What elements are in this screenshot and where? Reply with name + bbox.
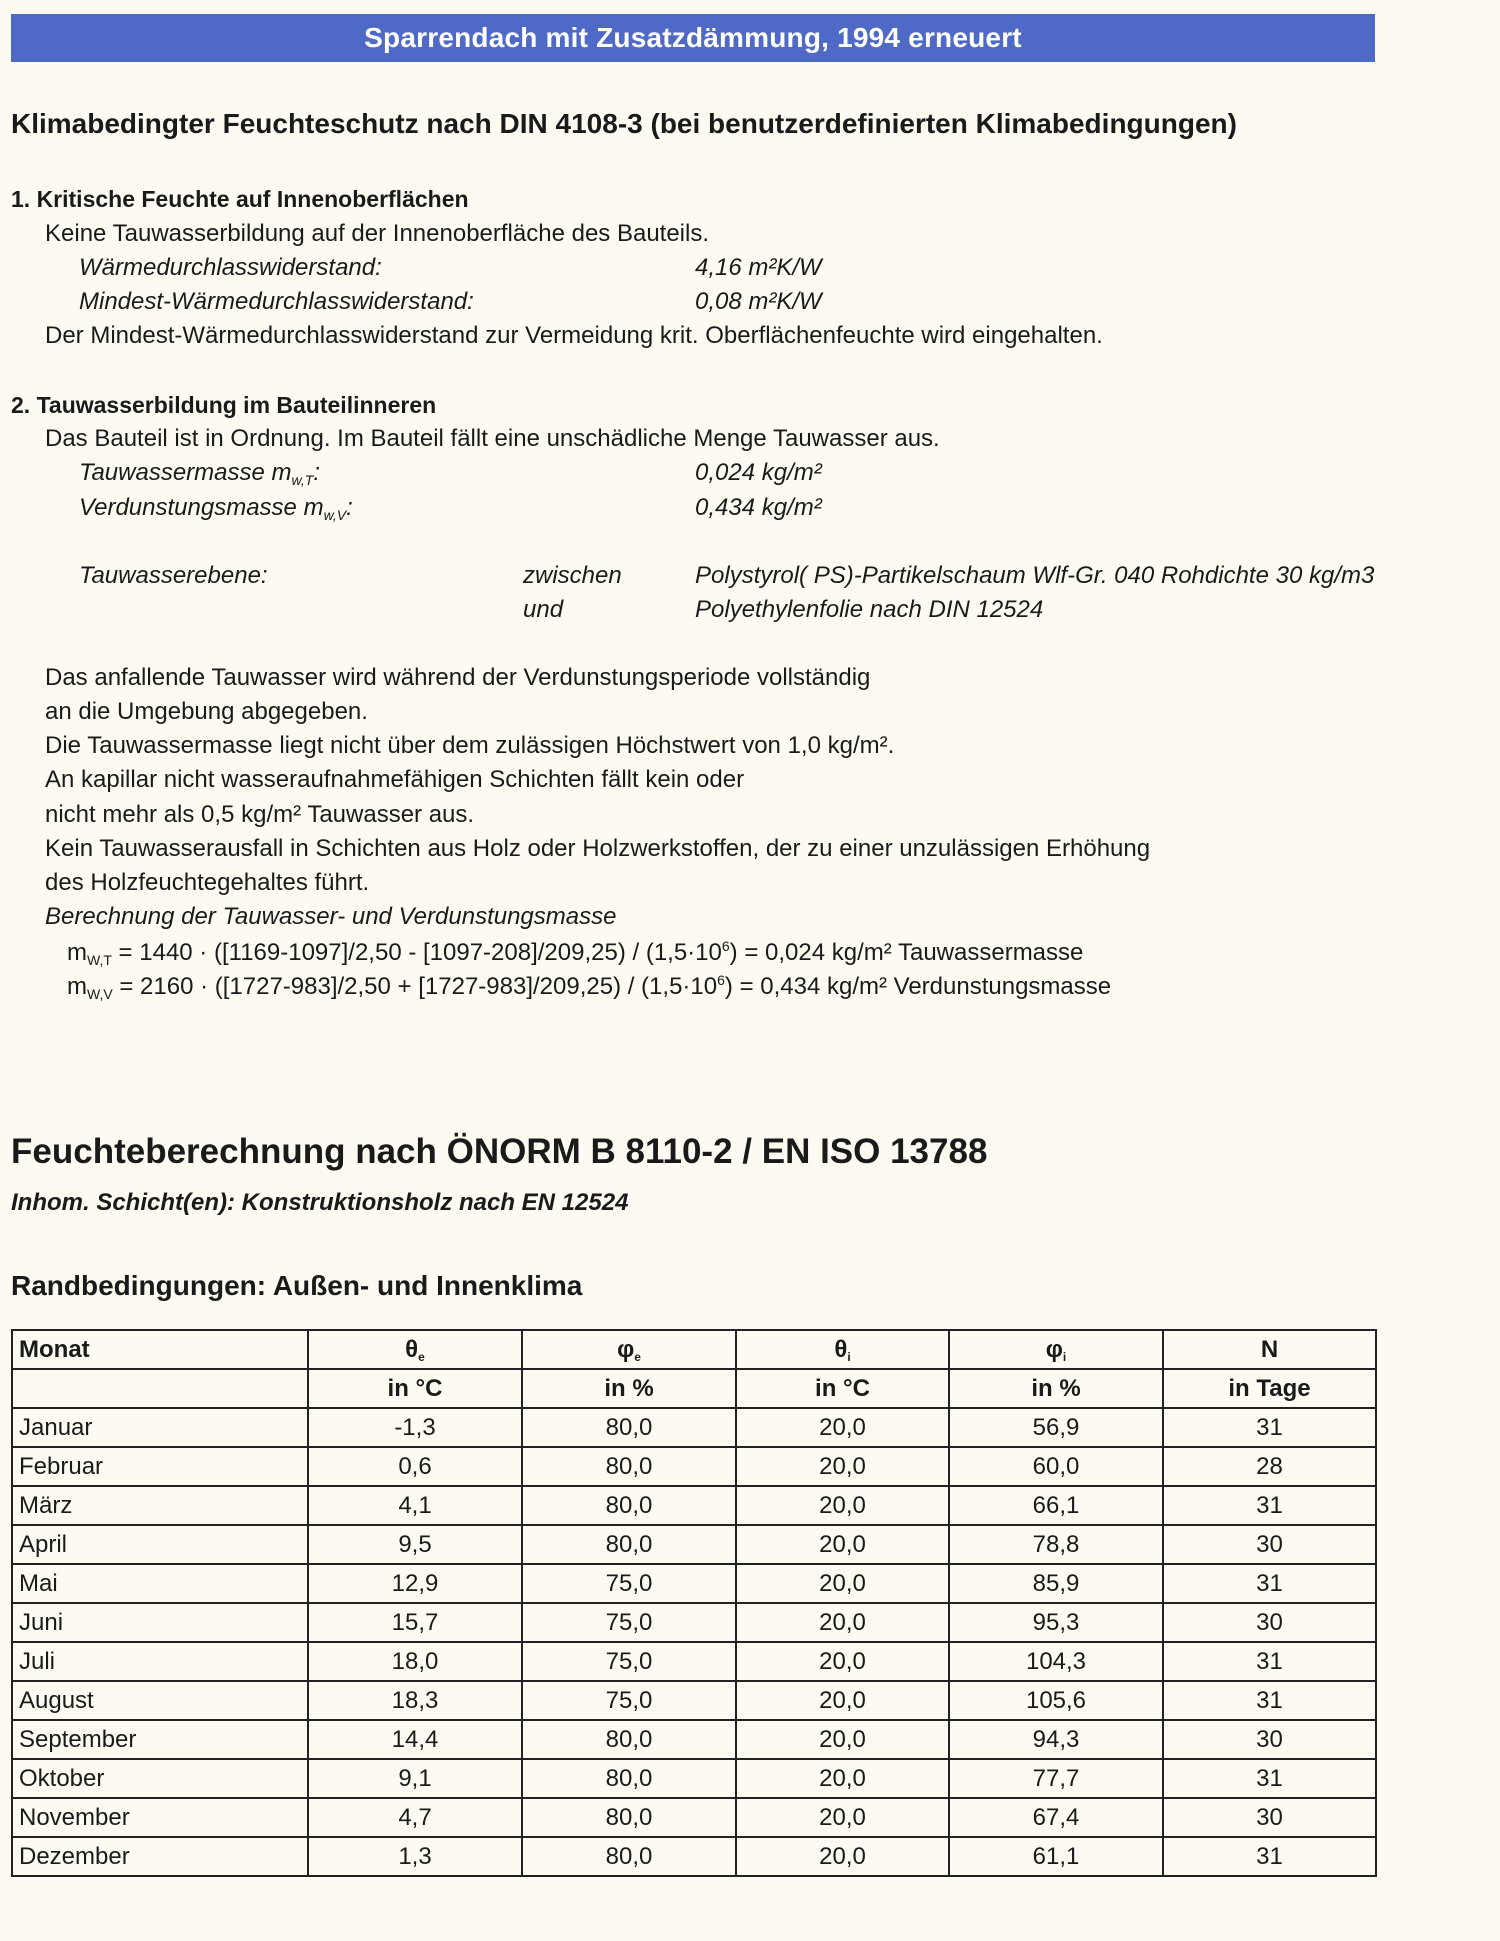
col-header-phi-i: φi [949,1330,1163,1369]
value-cell: -1,3 [308,1408,522,1447]
report-title-banner: Sparrendach mit Zusatzdämmung, 1994 erneuert [11,14,1375,62]
tauwassermasse-label-text: Tauwassermasse m [79,459,292,486]
table-row [12,1798,1376,1837]
month-cell: April [12,1525,308,1564]
month-cell: Dezember [12,1837,308,1876]
value-cell: 67,4 [949,1798,1163,1837]
table-row [12,1759,1376,1798]
assessment-line: Die Tauwassermasse liegt nicht über dem zulässigen Höchstwert von 1,0 kg/m². [45,732,895,759]
value-cell: 80,0 [522,1837,736,1876]
value-cell: 104,3 [949,1642,1163,1681]
month-cell: Juni [12,1603,308,1642]
value-cell: 80,0 [522,1408,736,1447]
table-header-row [12,1330,1376,1369]
value-cell: 20,0 [736,1564,949,1603]
value-cell: 20,0 [736,1759,949,1798]
value-cell: 9,5 [308,1525,522,1564]
r-value: 4,16 m²K/W [695,254,822,281]
month-cell: März [12,1486,308,1525]
value-cell: 80,0 [522,1486,736,1525]
value-cell: 105,6 [949,1681,1163,1720]
table-row [12,1837,1376,1876]
randbedingungen-heading: Randbedingungen: Außen- und Innenklima [11,1270,583,1301]
tauwasserebene-layer-1: Polystyrol( PS)-Partikelschaum Wlf-Gr. 040 Rohdichte 30 kg/m3 [695,562,1375,589]
onorm-heading: Feuchteberechnung nach ÖNORM B 8110-2 / EN ISO 13788 [11,1132,988,1171]
verdunstungsmasse-label-text: Verdunstungsmasse m [79,494,324,521]
value-cell: 94,3 [949,1720,1163,1759]
assessment-line: Das anfallende Tauwasser wird während der Verdunstungsperiode vollständig [45,664,871,691]
value-cell: 20,0 [736,1408,949,1447]
verdunstungsmasse-subscript: w,V [323,507,347,523]
formula-exponent: 6 [721,938,730,954]
col-header-theta-i: θi [736,1330,949,1369]
tauwasserebene-und: und [523,596,564,623]
formula-part-a: = 2160 · ([1727-983]/2,50 + [1727-983]/209,25) / (1,5·10 [112,973,718,1000]
r-label: Wärmedurchlasswiderstand: [79,254,382,281]
value-cell: 20,0 [736,1642,949,1681]
section-1-conclusion: Der Mindest-Wärmedurchlasswiderstand zur Vermeidung krit. Oberflächenfeuchte wird eingehalten. [45,322,1103,349]
value-cell: 20,0 [736,1486,949,1525]
inhom-layers: Inhom. Schicht(en): Konstruktionsholz nach EN 12524 [11,1189,629,1216]
value-cell: 20,0 [736,1447,949,1486]
formula-subscript: W,V [87,986,113,1002]
tauwasserebene-layer-2: Polyethylenfolie nach DIN 12524 [695,596,1044,623]
month-cell: November [12,1798,308,1837]
assessment-line: an die Umgebung abgegeben. [45,698,368,725]
value-cell: 15,7 [308,1603,522,1642]
month-cell: September [12,1720,308,1759]
verdunstungsmasse-value: 0,434 kg/m² [695,494,822,521]
value-cell: 31 [1163,1642,1376,1681]
table-row [12,1408,1376,1447]
tauwassermasse-value: 0,024 kg/m² [695,459,822,486]
assessment-line: nicht mehr als 0,5 kg/m² Tauwasser aus. [45,801,475,828]
section-1-title: 1. Kritische Feuchte auf Innenoberflächen [11,186,469,212]
value-cell: 75,0 [522,1642,736,1681]
value-cell: 95,3 [949,1603,1163,1642]
rmin-value: 0,08 m²K/W [695,288,822,315]
value-cell: 80,0 [522,1720,736,1759]
section-2-statement: Das Bauteil ist in Ordnung. Im Bauteil fällt eine unschädliche Menge Tauwasser aus. [45,425,940,452]
value-cell: 30 [1163,1720,1376,1759]
value-cell: 31 [1163,1564,1376,1603]
month-cell: Januar [12,1408,308,1447]
value-cell: 12,9 [308,1564,522,1603]
unit-cell: in °C [736,1369,949,1408]
month-cell: Februar [12,1447,308,1486]
value-cell: 31 [1163,1408,1376,1447]
table-row [12,1642,1376,1681]
formula-verdunstungsmasse [67,973,1111,1001]
rmin-label: Mindest-Wärmedurchlasswiderstand: [79,288,474,315]
assessment-line: An kapillar nicht wasseraufnahmefähigen Schichten fällt kein oder [45,766,745,793]
unit-cell: in °C [308,1369,522,1408]
table-unit-row [12,1369,1376,1408]
value-cell: 80,0 [522,1759,736,1798]
value-cell: 18,0 [308,1642,522,1681]
value-cell: 78,8 [949,1525,1163,1564]
table-row [12,1486,1376,1525]
table-row [12,1720,1376,1759]
value-cell: 18,3 [308,1681,522,1720]
col-header-theta-e: θe [308,1330,522,1369]
month-cell: August [12,1681,308,1720]
tauwassermasse-label: Tauwassermasse $m_{w,T}$: [79,459,320,488]
value-cell: 80,0 [522,1447,736,1486]
value-cell: 28 [1163,1447,1376,1486]
assessment-line: des Holzfeuchtegehaltes führt. [45,869,370,896]
value-cell: 9,1 [308,1759,522,1798]
value-cell: 4,7 [308,1798,522,1837]
formula-tauwassermasse [67,939,1083,967]
value-cell: 20,0 [736,1837,949,1876]
value-cell: 31 [1163,1486,1376,1525]
value-cell: 20,0 [736,1798,949,1837]
value-cell: 20,0 [736,1525,949,1564]
value-cell: 85,9 [949,1564,1163,1603]
value-cell: 31 [1163,1759,1376,1798]
month-cell: Mai [12,1564,308,1603]
value-cell: 0,6 [308,1447,522,1486]
formula-m: m [67,939,87,966]
din-heading: Klimabedingter Feuchteschutz nach DIN 4108-3 (bei benutzerdefinierten Klimabedingungen) [11,108,1237,139]
formula-part-b: ) = 0,024 kg/m² Tauwassermasse [729,939,1084,966]
table-row [12,1603,1376,1642]
value-cell: 30 [1163,1798,1376,1837]
value-cell: 66,1 [949,1486,1163,1525]
tauwassermasse-subscript: w,T [291,472,314,488]
value-cell: 75,0 [522,1603,736,1642]
value-cell: 14,4 [308,1720,522,1759]
formula-m: m [67,973,87,1000]
formula-part-b: ) = 0,434 kg/m² Verdunstungsmasse [724,973,1112,1000]
value-cell: 31 [1163,1681,1376,1720]
table-row [12,1447,1376,1486]
value-cell: 1,3 [308,1837,522,1876]
col-header-phi-e: φe [522,1330,736,1369]
value-cell: 61,1 [949,1837,1163,1876]
tauwasserebene-zwischen: zwischen [523,562,622,589]
value-cell: 20,0 [736,1681,949,1720]
section-2-title: 2. Tauwasserbildung im Bauteilinneren [11,392,437,418]
value-cell: 30 [1163,1603,1376,1642]
value-cell: 75,0 [522,1564,736,1603]
value-cell: 30 [1163,1525,1376,1564]
unit-cell [12,1369,308,1408]
table-row [12,1525,1376,1564]
unit-cell: in Tage [1163,1369,1376,1408]
tauwasserebene-label: Tauwasserebene: [79,562,268,589]
month-cell: Juli [12,1642,308,1681]
value-cell: 80,0 [522,1798,736,1837]
value-cell: 56,9 [949,1408,1163,1447]
unit-cell: in % [949,1369,1163,1408]
formula-part-a: = 1440 · ([1169-1097]/2,50 - [1097-208]/209,25) / (1,5·10 [111,939,722,966]
col-header-monat: Monat [12,1330,308,1369]
col-header-n: N [1163,1330,1376,1369]
value-cell: 20,0 [736,1720,949,1759]
value-cell: 31 [1163,1837,1376,1876]
value-cell: 4,1 [308,1486,522,1525]
month-cell: Oktober [12,1759,308,1798]
value-cell: 77,7 [949,1759,1163,1798]
assessment-line: Kein Tauwasserausfall in Schichten aus Holz oder Holzwerkstoffen, der zu einer unzulässigen Erhöhung [45,835,1151,862]
calc-title: Berechnung der Tauwasser- und Verdunstungsmasse [45,903,617,930]
section-1-statement: Keine Tauwasserbildung auf der Innenoberfläche des Bauteils. [45,220,710,247]
formula-exponent: 6 [717,972,725,988]
value-cell: 75,0 [522,1681,736,1720]
table-row [12,1681,1376,1720]
verdunstungsmasse-label: Verdunstungsmasse $m_{w,V}$: [79,494,353,523]
value-cell: 80,0 [522,1525,736,1564]
table-row [12,1564,1376,1603]
value-cell: 20,0 [736,1603,949,1642]
unit-cell: in % [522,1369,736,1408]
value-cell: 60,0 [949,1447,1163,1486]
klima-table [11,1329,1377,1877]
formula-subscript: W,T [87,952,112,968]
